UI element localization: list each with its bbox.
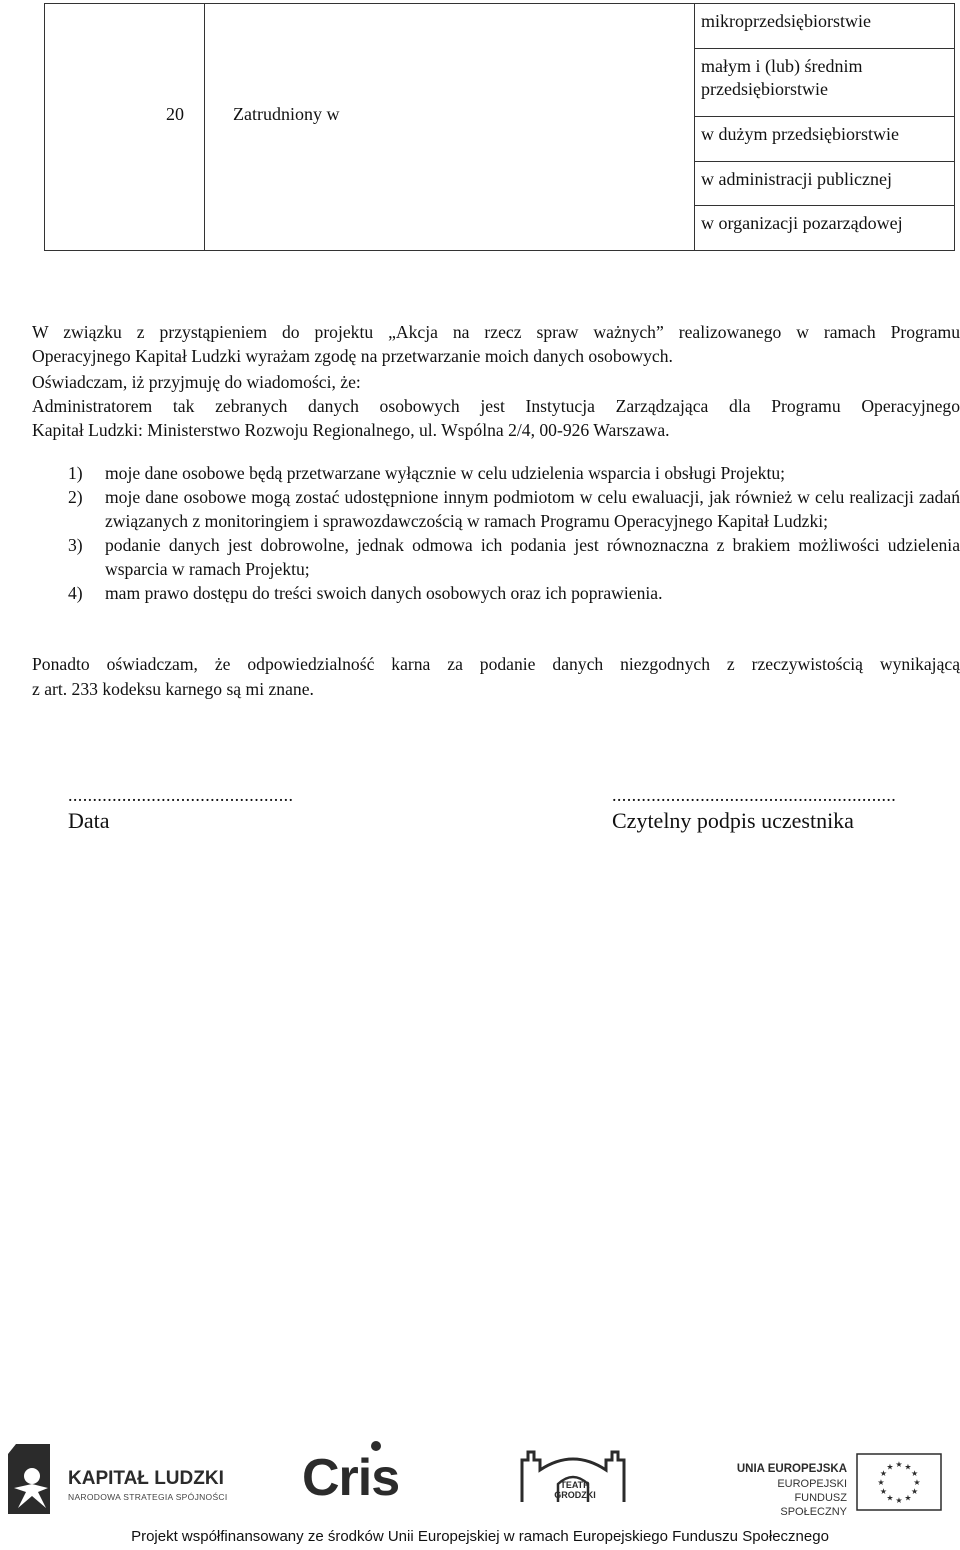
eu-star-icon: ★ bbox=[879, 1487, 887, 1496]
declaration-line-2: z art. 233 kodeksu karnego są mi znane. bbox=[32, 679, 314, 699]
option-small-medium[interactable]: małym i (lub) średnim przedsiębiorstwie bbox=[695, 49, 954, 117]
consent-line-1: W związku z przystąpieniem do projektu „Akcja na rzecz spraw ważnych” realizowanego w ramach Programu bbox=[32, 322, 960, 342]
administrator-line-1: Administratorem tak zebranych danych osobowych jest Instytucja Zarządzająca dla Programu Operacyjnego bbox=[32, 396, 960, 416]
footer-funding-note: Projekt współfinansowany ze środków Unii Europejskiej w ramach Europejskiego Funduszu Społecznego bbox=[131, 1528, 829, 1545]
eu-star-icon: ★ bbox=[895, 1460, 903, 1469]
option-ngo[interactable]: w organizacji pozarządowej bbox=[701, 213, 903, 233]
option-micro[interactable]: mikroprzedsiębiorstwie bbox=[695, 4, 954, 49]
teatr-text-1: TEATR bbox=[560, 1480, 590, 1490]
employment-options bbox=[695, 4, 954, 250]
kl-title: KAPITAŁ LUDZKI bbox=[68, 1468, 224, 1489]
declaration-line-1: Ponadto oświadczam, że odpowiedzialność karna za podanie danych niezgodnych z rzeczywistością wynikającą bbox=[32, 654, 960, 674]
eu-line-1: UNIA EUROPEJSKA bbox=[736, 1463, 847, 1475]
eu-star-icon: ★ bbox=[895, 1496, 903, 1505]
row-number: 20 bbox=[166, 104, 184, 124]
eu-text-logo bbox=[735, 1462, 855, 1532]
eu-star-icon: ★ bbox=[911, 1487, 919, 1496]
date-dotted-line[interactable]: .............................................. bbox=[68, 785, 294, 805]
signature-dotted-line[interactable]: .......................................................... bbox=[612, 785, 897, 805]
eu-line-3: FUNDUSZ SPOŁECZNY bbox=[780, 1492, 847, 1518]
cris-wordmark: Cris bbox=[302, 1449, 400, 1507]
eu-star-icon: ★ bbox=[911, 1469, 919, 1478]
signature-label: Czytelny podpis uczestnika bbox=[612, 808, 854, 833]
acknowledge-intro: Oświadczam, iż przyjmuję do wiadomości, że: bbox=[32, 372, 361, 392]
cris-logo bbox=[302, 1440, 412, 1510]
employment-table bbox=[44, 3, 955, 251]
date-label: Data bbox=[68, 808, 110, 833]
list-item: 1) moje dane osobowe będą przetwarzane wyłącznie w celu udzielenia wsparcia i obsługi Projektu; bbox=[68, 463, 786, 483]
kapital-ludzki-emblem-icon bbox=[8, 1444, 58, 1514]
table-label-cell bbox=[205, 4, 695, 250]
option-large[interactable]: w dużym przedsiębiorstwie bbox=[695, 117, 954, 162]
acknowledgement-list bbox=[68, 461, 960, 605]
table-number-cell bbox=[45, 4, 205, 250]
row-label: Zatrudniony w bbox=[233, 104, 340, 124]
eu-flag-icon bbox=[856, 1453, 942, 1511]
eu-star-icon: ★ bbox=[886, 1493, 894, 1503]
eu-line-2: EUROPEJSKI bbox=[777, 1478, 847, 1490]
list-item: 4) mam prawo dostępu do treści swoich danych osobowych oraz ich poprawienia. bbox=[68, 583, 663, 603]
teatr-grodzki-logo bbox=[518, 1440, 628, 1525]
list-item: 3) podanie danych jest dobrowolne, jednak odmowa ich podania jest równoznaczna z brakiem możliwości udzielenia wsparcia w ramach Projektu; bbox=[68, 535, 960, 579]
eu-star-icon: ★ bbox=[877, 1478, 885, 1487]
kapital-ludzki-logo bbox=[8, 1440, 248, 1520]
eu-star-icon: ★ bbox=[904, 1462, 912, 1472]
list-item: 2) moje dane osobowe mogą zostać udostępnione innym podmiotom w celu ewaluacji, jak również w celu realizacji zadań związanych z monitoringiem i sprawozdawczością w ramach Programu Operacyjnego Kapitał Ludzki; bbox=[68, 487, 960, 531]
option-public-admin[interactable]: w administracji publicznej bbox=[695, 162, 954, 206]
eu-star-icon: ★ bbox=[913, 1478, 921, 1487]
eu-star-icon: ★ bbox=[879, 1469, 887, 1478]
eu-star-icon: ★ bbox=[886, 1462, 894, 1472]
administrator-line-2: Kapitał Ludzki: Ministerstwo Rozwoju Regionalnego, ul. Wspólna 2/4, 00-926 Warszawa. bbox=[32, 420, 670, 440]
consent-line-2: Operacyjnego Kapitał Ludzki wyrażam zgodę na przetwarzanie moich danych osobowych. bbox=[32, 346, 673, 366]
kl-subtitle: NARODOWA STRATEGIA SPÓJNOŚCI bbox=[68, 1492, 228, 1502]
eu-star-icon: ★ bbox=[904, 1493, 912, 1503]
eu-flag-svg bbox=[856, 1453, 942, 1511]
teatr-text-2: GRODZKI bbox=[554, 1490, 596, 1500]
